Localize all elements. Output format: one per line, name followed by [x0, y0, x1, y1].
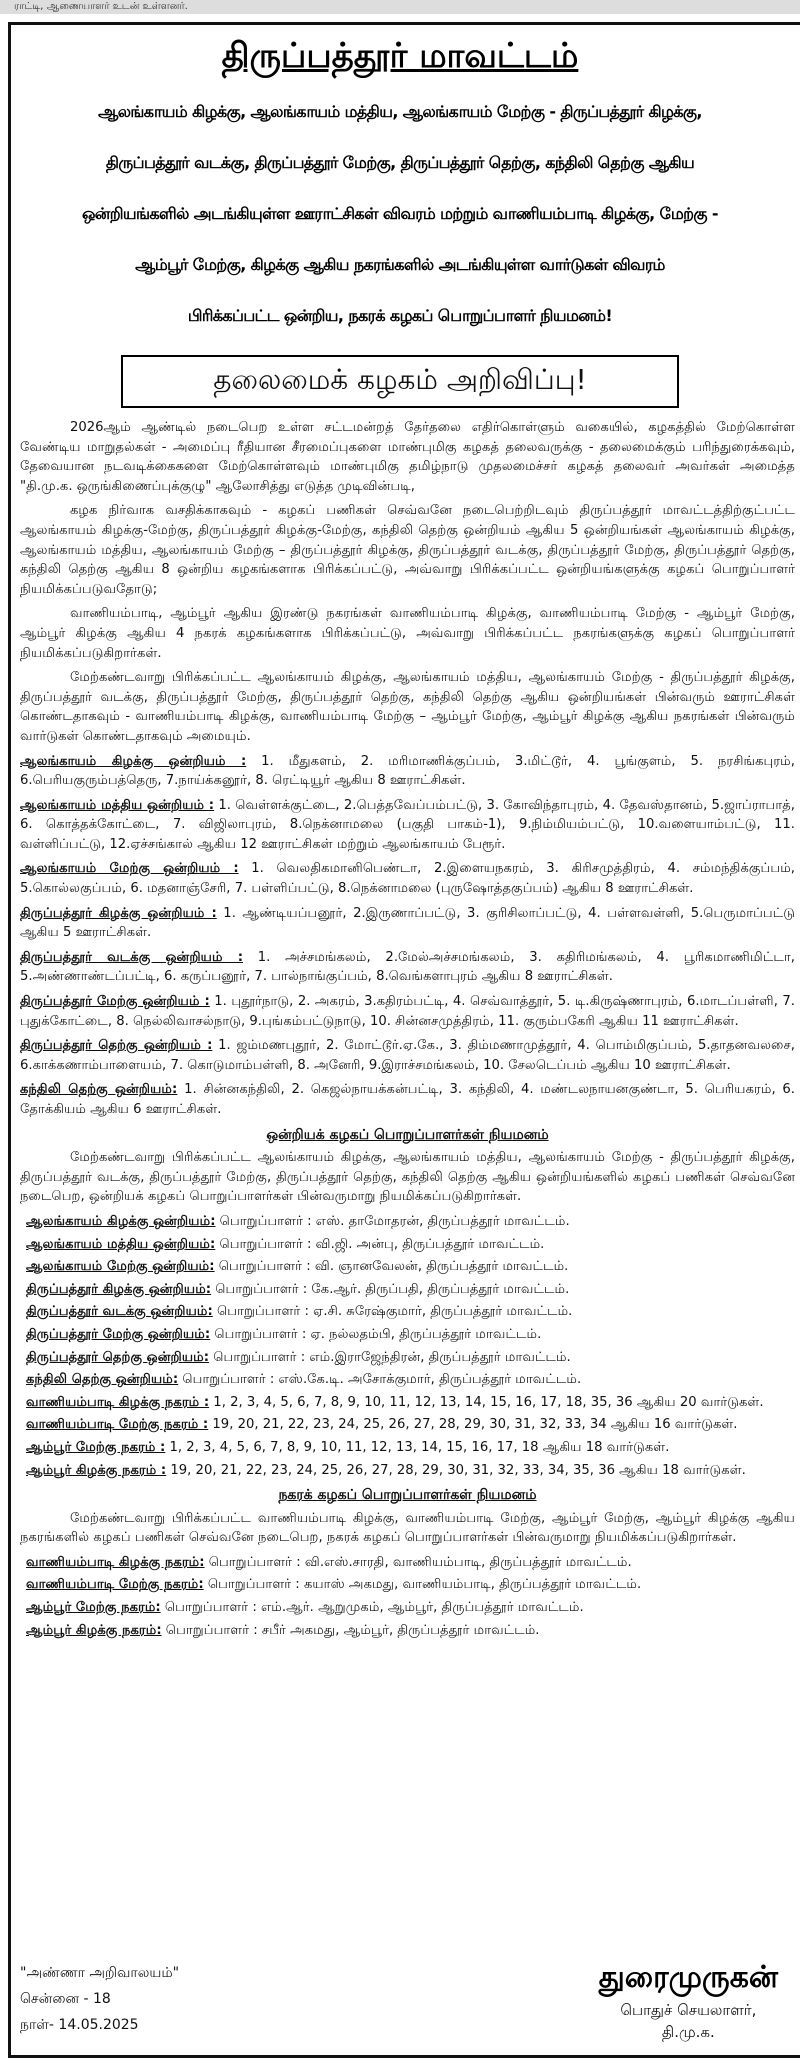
- union-entry: [20, 1036, 795, 1075]
- union-villages: 1. மீதுகளம், 2. மரிமாணிக்குப்பம், 3.மிட்டூர், 4. பூங்குளம், 5. நரசிங்கபுரம், 6.பெரியகுரும்பத்தெரு, 7.நாய்க்கனூர், 8. ரெட்டியூர் ஆகிய 8 ஊராட்சிகள்.: [20, 753, 795, 789]
- appointment-person: பொறுப்பாளர் : வி.ஜி. அன்பு, திருப்பத்தூர் மாவட்டம்.: [215, 1236, 545, 1252]
- appointment-label: ஆலங்காயம் மேற்கு ஒன்றியம்:: [26, 1259, 215, 1275]
- ward-label: வாணியம்பாடி கிழக்கு நகரம் :: [26, 1394, 210, 1410]
- appointment-label: திருப்பத்தூர் கிழக்கு ஒன்றியம்:: [26, 1281, 212, 1297]
- union-villages: 1. வெலதிகமானிபெண்டா, 2.இளையநகரம், 3. கிரிசமுத்திரம், 4. சம்மந்திக்குப்பம், 5.கொல்லகுப்பம், 6. மதனாஞ்சேரி, 7. பள்ளிப்பட்டு, 8.நெக்னாமலை (புருஷோத்தகுப்பம்) ஆகிய 8 ஊராட்சிகள்.: [20, 861, 795, 897]
- headline-line: ஆலங்காயம் கிழக்கு, ஆலங்காயம் மத்திய, ஆலங்காயம் மேற்கு - திருப்பத்தூர் கிழக்கு,: [98, 102, 702, 121]
- appointment-label: திருப்பத்தூர் வடக்கு ஒன்றியம்:: [26, 1304, 213, 1320]
- appointment-person: பொறுப்பாளர் : எஸ். தாமோதரன், திருப்பத்தூர் மாவட்டம்.: [215, 1213, 570, 1229]
- ward-label: ஆம்பூர் கிழக்கு நகரம் :: [26, 1462, 167, 1478]
- notice-title: தலைமைக் கழகம் அறிவிப்பு!: [121, 355, 679, 408]
- header: [0, 24, 800, 408]
- appointment-person: பொறுப்பாளர் : ஏ.சி. சுரேஷ்குமார், திருப்பத்தூர் மாவட்டம்.: [212, 1304, 573, 1320]
- union-entry: [20, 904, 795, 943]
- paragraph-towns-split: வாணியம்பாடி, ஆம்பூர் ஆகிய இரண்டு நகரங்கள் வாணியம்பாடி கிழக்கு, வாணியம்பாடி மேற்கு - ஆம்பூர் மேற்கு, ஆம்பூர் கிழக்கு ஆகிய 4 நகரக் கழகங்களாக பிரிக்கப்பட்டு, அவ்வாறு பிரிக்கப்பட்ட நகரங்களுக்கு கழகப் பொறுப்பாளர் நியமிக்கப்படுகிறார்கள்.: [20, 606, 795, 661]
- appointment-person: பொறுப்பாளர் : எம்.இராஜேந்திரன், திருப்பத்தூர் மாவட்டம்.: [209, 1349, 571, 1365]
- appointment-person: பொறுப்பாளர் : வி.எஸ்.சாரதி, வாணியம்பாடி, திருப்பத்தூர் மாவட்டம்.: [204, 1554, 632, 1570]
- ward-list: 1, 2, 3, 4, 5, 6, 7, 8, 9, 10, 11, 12, 13, 14, 15, 16, 17, 18 ஆகிய 18 வார்டுகள்.: [165, 1439, 670, 1455]
- appointment-row: [20, 1575, 795, 1595]
- footer-address: [20, 1960, 179, 2038]
- appointment-person: பொறுப்பாளர் : எம்.ஆர். ஆறுமுகம், ஆம்பூர், திருப்பத்தூர் மாவட்டம்.: [160, 1600, 584, 1616]
- district-title: திருப்பத்தூர் மாவட்டம்: [221, 36, 579, 76]
- union-villages: 1. சின்னகந்திலி, 2. கெஜல்நாயக்கன்பட்டி, 3. கந்திலி, 4. மண்டலநாயனகுண்டா, 5. பெரியகரம், 6. தோக்கியம் ஆகிய 6 ஊராட்சிகள்.: [20, 1082, 795, 1117]
- headline-line: பிரிக்கப்பட்ட ஒன்றிய, நகரக் கழகப் பொறுப்பாளர் நியமனம்!: [187, 306, 613, 325]
- appointment-row: [20, 1235, 795, 1255]
- appointment-row: [20, 1280, 795, 1300]
- notice-body: [20, 418, 795, 1643]
- appointment-label: ஆம்பூர் கிழக்கு நகரம்:: [26, 1622, 162, 1638]
- union-entry: [20, 1080, 795, 1119]
- appointment-row: [20, 1302, 795, 1322]
- union-villages: 1. ஜம்மணபுதூர், 2. மோட்டூர்.ஏ.கே., 3. திம்மணாமுத்தூர், 4. பொம்மிகுப்பம், 5.தாதனவலசை, 6.காக்கணாம்பாளையம், 7. கொடுமாம்பள்ளி, 8. அனேரி, 9.இராச்சமங்கலம், 10. சேலடெப்பம் ஆகிய 10 ஊராட்சிகள்.: [20, 1038, 795, 1073]
- union-appointments-intro: மேற்கண்டவாறு பிரிக்கப்பட்ட ஆலங்காயம் கிழக்கு, ஆலங்காயம் மத்திய, ஆலங்காயம் மேற்கு - திருப்பத்தூர் கிழக்கு, திருப்பத்தூர் வடக்கு, திருப்பத்தூர் மேற்கு, திருப்பத்தூர் தெற்கு, கந்திலி தெற்கு ஆகிய ஒன்றியங்களில் கழகப் பணிகள் செவ்வனே நடைபெற, ஒன்றியக் கழகப் பொறுப்பாளர்கள் பின்வருமாறு நியமிக்கப்படுகிறார்கள்.: [20, 1150, 795, 1205]
- town-appointments-title: நகரக் கழகப் பொறுப்பாளர்கள் நியமனம்: [278, 1487, 537, 1504]
- appointment-person: பொறுப்பாளர் : கயாஸ் அகமது, வாணியம்பாடி, திருப்பத்தூர் மாவட்டம்.: [203, 1577, 642, 1593]
- ward-label: வாணியம்பாடி மேற்கு நகரம் :: [26, 1417, 209, 1433]
- appointment-row: [20, 1325, 795, 1345]
- ward-list: 19, 20, 21, 22, 23, 24, 25, 26, 27, 28, 29, 30, 31, 32, 33, 34, 35, 36 ஆகிய 18 வார்டுகள்.: [166, 1462, 746, 1478]
- headline-line: திருப்பத்தூர் வடக்கு, திருப்பத்தூர் மேற்கு, திருப்பத்தூர் தெற்கு, கந்திலி தெற்கு ஆகிய: [105, 153, 695, 172]
- signatory-name: துரைமுருகன்: [598, 1960, 778, 1995]
- appointment-row: [20, 1348, 795, 1368]
- ward-label: ஆம்பூர் மேற்கு நகரம் :: [26, 1439, 166, 1455]
- appointment-person: பொறுப்பாளர் : சபீர் அகமது, ஆம்பூர், திருப்பத்தூர் மாவட்டம்.: [161, 1622, 540, 1638]
- union-label: திருப்பத்தூர் மேற்கு ஒன்றியம் :: [20, 994, 210, 1010]
- appointment-row: [20, 1621, 795, 1641]
- appointment-person: பொறுப்பாளர் : எஸ்.கே.டி. அசோக்குமார், திருப்பத்தூர் மாவட்டம்.: [178, 1372, 582, 1388]
- headline-line: ஆம்பூர் மேற்கு, கிழக்கு ஆகிய நகரங்களில் அடங்கியுள்ள வார்டுகள் விவரம்: [135, 255, 665, 274]
- appointment-label: திருப்பத்தூர் தெற்கு ஒன்றியம்:: [26, 1349, 210, 1365]
- office-city: சென்னை - 18: [20, 1991, 111, 2007]
- ward-row: [20, 1461, 795, 1481]
- union-label: ஆலங்காயம் மேற்கு ஒன்றியம் :: [20, 861, 239, 877]
- appointment-row: [20, 1598, 795, 1618]
- town-appointments-intro: மேற்கண்டவாறு பிரிக்கப்பட்ட வாணியம்பாடி கிழக்கு, வாணியம்பாடி மேற்கு, ஆம்பூர் மேற்கு, ஆம்பூர் கிழக்கு ஆகிய நகரங்களில் கழகப் பணிகள் செவ்வனே நடைபெற, நகரக் கழகப் பொறுப்பாளர்கள் பின்வருமாறு நியமிக்கப்படுகிறார்கள்.: [20, 1510, 795, 1546]
- appointment-label: ஆம்பூர் மேற்கு நகரம்:: [26, 1600, 161, 1616]
- paragraph-unions-split: கழக நிர்வாக வசதிக்காகவும் - கழகப் பணிகள் செவ்வனே நடைபெற்றிடவும் திருப்பத்தூர் மாவட்டத்திற்குட்பட்ட ஆலங்காயம் கிழக்கு-மேற்கு, திருப்பத்தூர் கிழக்கு-மேற்கு, கந்திலி தெற்கு ஒன்றியம் ஆகிய 5 ஒன்றியங்கள் ஆலங்காயம் கிழக்கு, ஆலங்காயம் மத்திய, ஆலங்காயம் மேற்கு – திருப்பத்தூர் கிழக்கு, திருப்பத்தூர் வடக்கு, திருப்பத்தூர் மேற்கு, திருப்பத்தூர் தெற்கு, கந்திலி தெற்கு ஆகிய 8 ஒன்றிய கழகங்களாக பிரிக்கப்பட்டு, அவ்வாறு பிரிக்கப்பட்ட ஒன்றியங்களுக்கு கழகப் பொறுப்பாளர் நியமிக்கப்படுவதோடு;: [20, 503, 795, 597]
- ward-list: 19, 20, 21, 22, 23, 24, 25, 26, 27, 28, 29, 30, 31, 32, 33, 34 ஆகிய 16 வார்டுகள்.: [208, 1417, 738, 1433]
- appointment-label: கந்திலி தெற்கு ஒன்றியம்:: [26, 1372, 179, 1388]
- ward-list: 1, 2, 3, 4, 5, 6, 7, 8, 9, 10, 11, 12, 13, 14, 15, 16, 17, 18, 35, 36 ஆகிய 20 வார்டுகள்.: [209, 1394, 764, 1410]
- top-strip: ராட்டி, ஆணையாளர் உடன் உள்ளனர்.: [0, 0, 800, 14]
- ward-row: [20, 1393, 795, 1413]
- appointment-person: பொறுப்பாளர் : வி. ஞானவேலன், திருப்பத்தூர் மாவட்டம்.: [214, 1259, 569, 1275]
- union-entry: [20, 992, 795, 1031]
- union-label: திருப்பத்தூர் தெற்கு ஒன்றியம் :: [20, 1038, 213, 1054]
- appointment-person: பொறுப்பாளர் : ஏ. நல்லதம்பி, திருப்பத்தூர் மாவட்டம்.: [210, 1326, 542, 1342]
- notice-date: நாள்- 14.05.2025: [20, 2017, 139, 2033]
- appointment-row: [20, 1553, 795, 1573]
- union-villages: 1. வெள்ளக்குட்டை, 2.பெத்தவேப்பம்பட்டு, 3. கோவிந்தாபுரம், 4. தேவஸ்தானம், 5.ஜாப்ராபாத், 6. கொத்தக்கோட்டை, 7. விஜிலாபுரம், 8.நெக்னாமலை (பகுதி பாகம்-1), 9.நிம்மியம்பட்டு, 10.வளையாம்பட்டு, 11. வள்ளிப்பட்டு, 12.ஏச்சங்கால் ஆகிய 12 ஊராட்சிகள் மற்றும் ஆலங்காயம் பேரூர்.: [20, 797, 796, 852]
- union-label: ஆலங்காயம் மத்திய ஒன்றியம் :: [20, 797, 215, 813]
- union-entry: [20, 859, 795, 898]
- union-villages: 1. ஆண்டியப்பனூர், 2.இருணாப்பட்டு, 3. குரிசிலாப்பட்டு, 4. பள்ளவள்ளி, 5.பெருமாப்பட்டு ஆகிய 5 ஊராட்சிகள்.: [20, 905, 795, 941]
- appointment-row: [20, 1212, 795, 1232]
- union-label: கந்திலி தெற்கு ஒன்றியம்:: [20, 1082, 178, 1098]
- ward-row: [20, 1438, 795, 1458]
- appointment-label: திருப்பத்தூர் மேற்கு ஒன்றியம்:: [26, 1326, 211, 1342]
- paragraph-composition: மேற்கண்டவாறு பிரிக்கப்பட்ட ஆலங்காயம் கிழக்கு, ஆலங்காயம் மத்திய, ஆலங்காயம் மேற்கு - திருப்பத்தூர் கிழக்கு, திருப்பத்தூர் வடக்கு, திருப்பத்தூர் மேற்கு, திருப்பத்தூர் தெற்கு, கந்திலி தெற்கு ஆகிய ஒன்றியங்கள் பின்வரும் ஊராட்சிகள் கொண்டதாகவும் - வாணியம்பாடி கிழக்கு, வாணியம்பாடி மேற்கு – ஆம்பூர் மேற்கு, ஆம்பூர் கிழக்கு ஆகிய நகரங்கள் பின்வரும் வார்டுகள் கொண்டதாகவும் அமையும்.: [20, 670, 795, 744]
- footer: [20, 1960, 790, 2055]
- union-villages: 1. அச்சமங்கலம், 2.மேல்அச்சமங்கலம், 3. கதிரிமங்கலம், 4. பூரிகமாணிமிட்டா, 5.அண்ணாண்டப்பட்டி, 6. கருப்பனூர், 7. பால்நாங்குப்பம், 8.வெங்களாபுரம் ஆகிய 8 ஊராட்சிகள்.: [20, 949, 795, 985]
- appointment-person: பொறுப்பாளர் : கே.ஆர். திருப்பதி, திருப்பத்தூர் மாவட்டம்.: [211, 1281, 570, 1297]
- union-entry: [20, 752, 795, 791]
- intro-paragraph: 2026ஆம் ஆண்டில் நடைபெற உள்ள சட்டமன்றத் தேர்தலை எதிர்கொள்ளும் வகையில், கழகத்தில் மேற்கொள்ள வேண்டிய மாறுதல்கள் - அமைப்பு ரீதியான சீரமைப்புகளை மாண்புமிகு கழகத் தலைவருக்கு - தலைமைக்கும் பரிந்துரைக்கவும், தேவையான நடவடிக்கைகளை மேற்கொள்ளவும் மாண்புமிகு தமிழ்நாடு முதலமைச்சர் கழகத் தலைவர் அவர்கள் அமைத்த "தி.மு.க. ஒருங்கிணைப்புக்குழு" ஆலோசித்து எடுத்த முடிவின்படி,: [20, 420, 795, 494]
- signatory-designation: பொதுச் செயலாளர்,: [620, 2001, 757, 2019]
- appointment-label: ஆலங்காயம் மத்திய ஒன்றியம்:: [26, 1236, 216, 1252]
- party-name: தி.மு.க.: [661, 2023, 715, 2041]
- ward-row: [20, 1415, 795, 1435]
- appointment-row: [20, 1370, 795, 1390]
- appointment-label: வாணியம்பாடி மேற்கு நகரம்:: [26, 1577, 204, 1593]
- union-entry: [20, 796, 795, 855]
- union-label: ஆலங்காயம் கிழக்கு ஒன்றியம் :: [20, 753, 247, 769]
- union-appointments-title: ஒன்றியக் கழகப் பொறுப்பாளர்கள் நியமனம்: [266, 1126, 549, 1143]
- appointment-label: ஆலங்காயம் கிழக்கு ஒன்றியம்:: [26, 1213, 216, 1229]
- union-entry: [20, 948, 795, 987]
- office-name: "அண்ணா அறிவாலயம்": [20, 1965, 180, 1981]
- headline-line: ஒன்றியங்களில் அடங்கியுள்ள ஊராட்சிகள் விவரம் மற்றும் வாணியம்பாடி கிழக்கு, மேற்கு -: [82, 204, 718, 223]
- union-villages: 1. புதூர்நாடு, 2. அகரம், 3.கதிரம்பட்டி, 4. செவ்வாத்தூர், 5. டி.கிருஷ்ணாபுரம், 6.மாடப்பள்ளி, 7. புதுக்கோட்டை, 8. நெல்லிவாசல்நாடு, 9.புங்கம்பட்டுநாடு, 10. சின்னசமுத்திரம், 11. குரும்பகேரி ஆகிய 11 ஊராட்சிகள்.: [20, 994, 795, 1029]
- union-label: திருப்பத்தூர் கிழக்கு ஒன்றியம் :: [20, 905, 217, 921]
- appointment-row: [20, 1257, 795, 1277]
- union-label: திருப்பத்தூர் வடக்கு ஒன்றியம் :: [20, 949, 244, 965]
- signature-block: [599, 1960, 778, 2043]
- appointment-label: வாணியம்பாடி கிழக்கு நகரம்:: [26, 1554, 205, 1570]
